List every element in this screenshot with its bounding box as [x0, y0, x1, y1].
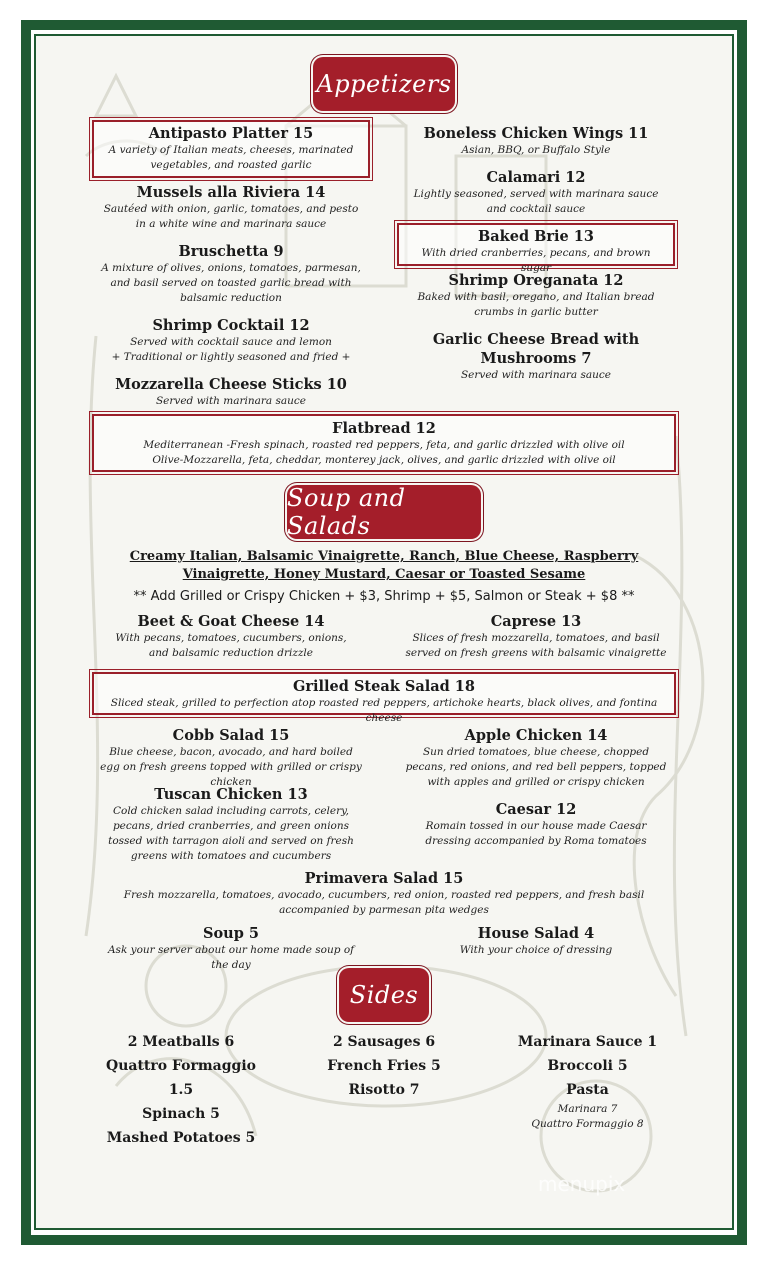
- pasta-option: Marinara 7: [557, 1103, 618, 1115]
- menu-item-mozzarella-sticks: [100, 375, 362, 409]
- item-name: Primavera Salad 15: [304, 870, 464, 887]
- side-item: Risotto 7: [348, 1082, 420, 1098]
- menu-item-calamari: [405, 168, 667, 217]
- item-description: Lightly seasoned, served with marinara sauce and cocktail sauce: [413, 188, 659, 215]
- item-name: Grilled Steak Salad 18: [293, 678, 475, 695]
- item-description: Mediterranean -Fresh spinach, roasted red peppers, feta, and garlic drizzled with olive oil: [143, 439, 625, 451]
- menu-item-grilled-steak-salad: [100, 677, 668, 726]
- item-name: Baked Brie 13: [478, 228, 594, 245]
- menu-item-beet-goat-cheese: [105, 612, 357, 661]
- item-name: Flatbread 12: [332, 420, 436, 437]
- item-description: Asian, BBQ, or Buffalo Style: [461, 144, 611, 156]
- item-description: Served with marinara sauce: [460, 369, 612, 381]
- menu-item-mussels: [100, 183, 362, 232]
- menu-item-soup: [100, 924, 362, 973]
- sides-column-1: [95, 1030, 267, 1150]
- menu-item-apple-chicken: [405, 726, 667, 790]
- item-name: Tuscan Chicken 13: [154, 786, 308, 803]
- soup-salads-banner: [287, 485, 481, 539]
- menu-item-shrimp-oreganata: [405, 271, 667, 320]
- side-item: Pasta: [566, 1082, 609, 1098]
- item-description: Served with cocktail sauce and lemon: [130, 336, 332, 348]
- item-description: A variety of Italian meats, cheeses, marinated vegetables, and roasted garlic: [108, 144, 354, 171]
- item-description: With pecans, tomatoes, cucumbers, onions, and balsamic reduction drizzle: [115, 632, 347, 659]
- side-item: Broccoli 5: [547, 1058, 628, 1074]
- item-name: Mozzarella Cheese Sticks 10: [115, 376, 347, 393]
- menu-item-primavera-salad: [100, 869, 668, 918]
- item-name: Beet & Goat Cheese 14: [137, 613, 325, 630]
- menu-item-antipasto: [100, 124, 362, 173]
- item-description: Romain tossed in our house made Caesar dressing accompanied by Roma tomatoes: [425, 820, 647, 847]
- item-name: Garlic Cheese Bread with Mushrooms 7: [432, 331, 640, 367]
- sides-title: Sides: [349, 981, 419, 1009]
- item-description-alt: Olive-Mozzarella, feta, cheddar, monterey jack, olives, and garlic drizzled with olive oil: [152, 454, 616, 466]
- item-description: With your choice of dressing: [459, 944, 613, 956]
- side-item: 2 Sausages 6: [332, 1034, 436, 1050]
- item-name: Apple Chicken 14: [464, 727, 608, 744]
- item-description: Sliced steak, grilled to perfection atop roasted red peppers, artichoke hearts, black olives, and fontina cheese: [110, 697, 658, 724]
- menu-item-baked-brie: [405, 227, 667, 276]
- side-item: Quattro Formaggio 1.5: [106, 1058, 256, 1098]
- menu-item-flatbread: [100, 419, 668, 468]
- appetizers-title: Appetizers: [316, 70, 452, 98]
- menu-item-tuscan-chicken: [100, 785, 362, 864]
- sides-column-2: [314, 1030, 454, 1102]
- item-description: Cold chicken salad including carrots, celery, pecans, dried cranberries, and green onions tossed with tarragon aioli and served on fresh greens with tomatoes and cucumbers: [108, 805, 354, 862]
- side-item: Spinach 5: [142, 1106, 220, 1122]
- sides-banner: [339, 968, 429, 1022]
- item-description: Fresh mozzarella, tomatoes, avocado, cucumbers, red onion, roasted red peppers, and fresh basil accompanied by parmesan pita wedges: [123, 889, 645, 916]
- item-name: Calamari 12: [486, 169, 586, 186]
- item-description: Sautéed with onion, garlic, tomatoes, and pesto in a white wine and marinara sauce: [103, 203, 359, 230]
- item-name: Antipasto Platter 15: [148, 125, 314, 142]
- menu-item-cobb-salad: [100, 726, 362, 790]
- item-name: Soup 5: [203, 925, 259, 942]
- sides-column-3: [510, 1030, 665, 1132]
- item-description: Blue cheese, bacon, avocado, and hard boiled egg on fresh greens topped with grilled or crispy chicken: [100, 746, 362, 788]
- item-description-note: + Traditional or lightly seasoned and fried +: [111, 351, 351, 363]
- item-name: Caprese 13: [490, 613, 582, 630]
- side-item: 2 Meatballs 6: [127, 1034, 235, 1050]
- item-name: House Salad 4: [477, 925, 595, 942]
- menu-item-garlic-cheese-bread: [420, 330, 652, 383]
- salad-addons: ** Add Grilled or Crispy Chicken + $3, Shrimp + $5, Salmon or Steak + $8 **: [133, 589, 635, 604]
- menu-item-caprese: [405, 612, 667, 661]
- side-item: Marinara Sauce 1: [517, 1034, 658, 1050]
- item-name: Bruschetta 9: [178, 243, 284, 260]
- item-name: Cobb Salad 15: [172, 727, 290, 744]
- menu-item-caesar: [405, 800, 667, 849]
- soup-salads-title: Soup and Salads: [287, 484, 406, 540]
- item-description: With dried cranberries, pecans, and brown sugar: [421, 247, 651, 274]
- side-item: French Fries 5: [327, 1058, 441, 1074]
- item-description: Sun dried tomatoes, blue cheese, chopped pecans, red onions, and red bell peppers, topped with apples and grilled or crispy chicken: [405, 746, 667, 788]
- watermark: menupix: [538, 1172, 626, 1196]
- item-name: Mussels alla Riviera 14: [136, 184, 326, 201]
- item-name: Shrimp Oreganata 12: [448, 272, 624, 289]
- item-description: Slices of fresh mozzarella, tomatoes, and basil served on fresh greens with balsamic vinaigrette: [405, 632, 667, 659]
- dressing-list: Creamy Italian, Balsamic Vinaigrette, Ranch, Blue Cheese, Raspberry Vinaigrette, Honey Mustard, Caesar or Toasted Sesame: [129, 549, 639, 582]
- item-description: Served with marinara sauce: [155, 395, 307, 407]
- item-name: Boneless Chicken Wings 11: [423, 125, 649, 142]
- appetizers-banner: [313, 57, 455, 111]
- item-name: Caesar 12: [495, 801, 577, 818]
- pasta-option: Quattro Formaggio 8: [531, 1118, 644, 1130]
- item-description: Baked with basil, oregano, and Italian bread crumbs in garlic butter: [417, 291, 655, 318]
- menu-item-shrimp-cocktail: [100, 316, 362, 365]
- side-item: Mashed Potatoes 5: [106, 1130, 256, 1146]
- item-description: A mixture of olives, onions, tomatoes, parmesan, and basil served on toasted garlic bread with balsamic reduction: [101, 262, 361, 304]
- item-name: Shrimp Cocktail 12: [152, 317, 310, 334]
- menu-item-bruschetta: [100, 242, 362, 306]
- item-description: Ask your server about our home made soup of the day: [107, 944, 355, 971]
- menu-item-house-salad: [405, 924, 667, 958]
- menu-item-chicken-wings: [405, 124, 667, 158]
